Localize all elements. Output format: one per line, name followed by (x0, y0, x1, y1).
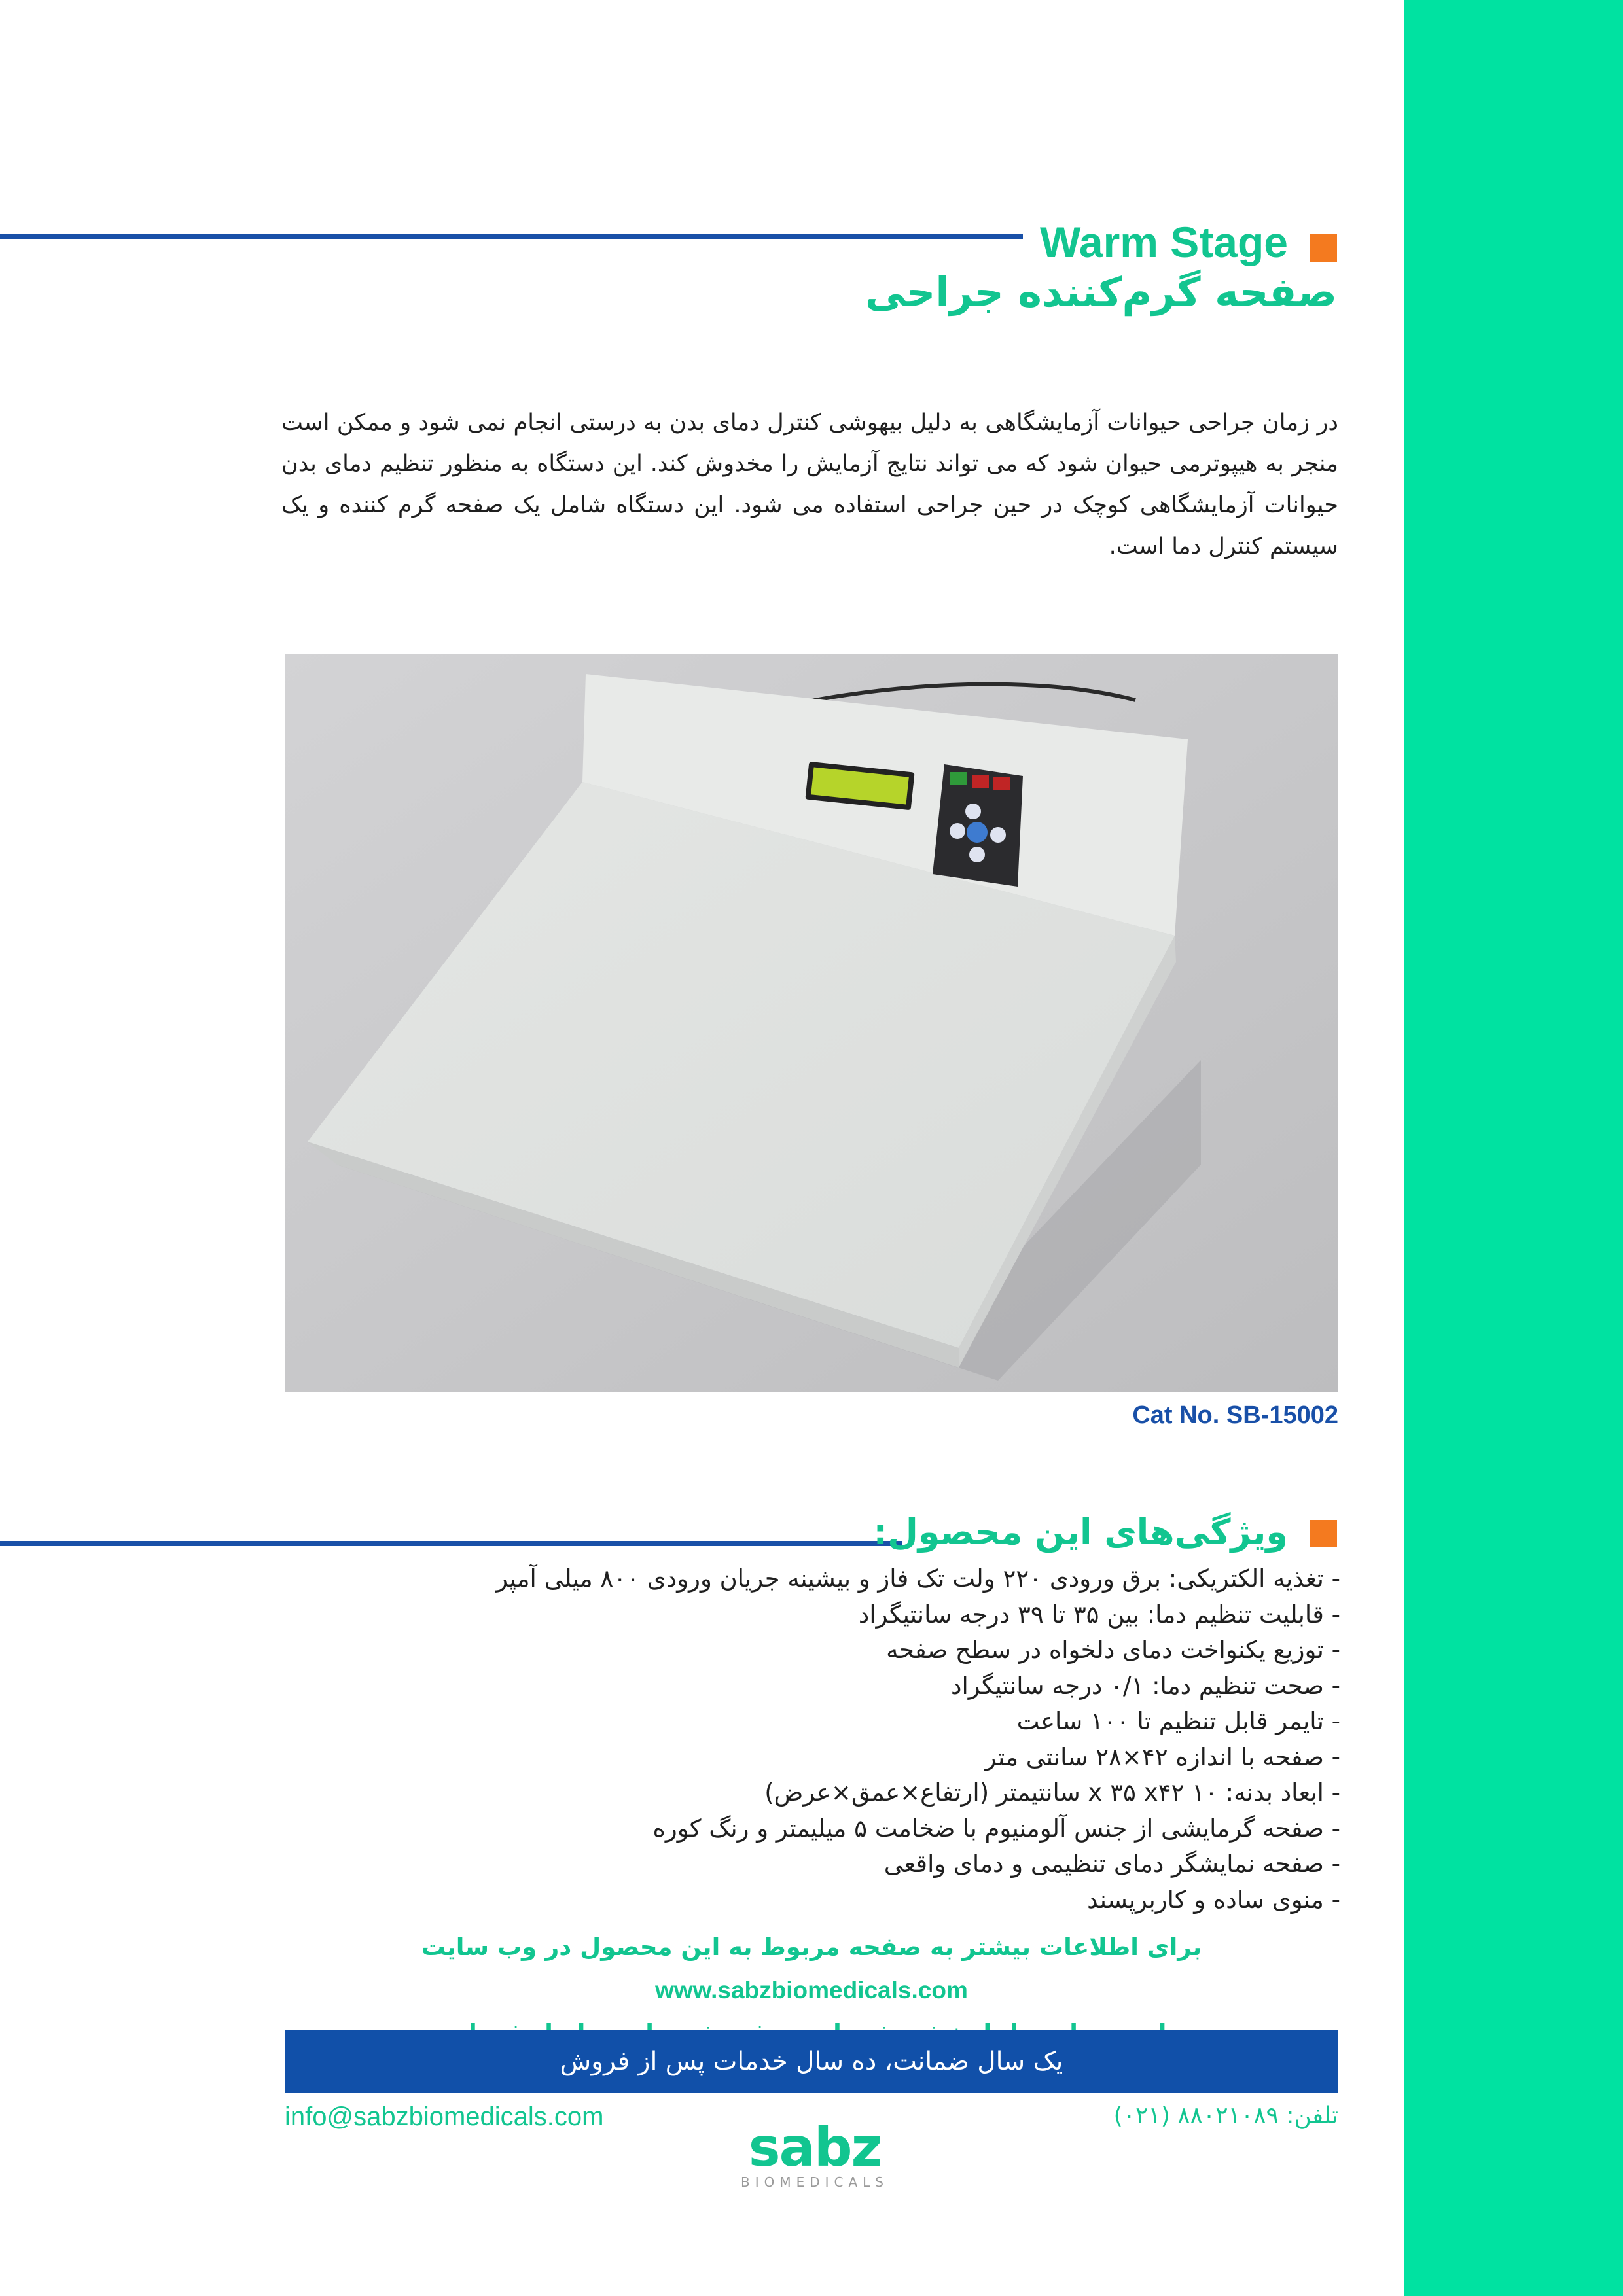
side-color-strip (1404, 0, 1623, 2296)
feature-item: - صفحه نمایشگر دمای تنظیمی و دمای واقعی (883, 1850, 1340, 1878)
feature-item: - ابعاد بدنه: ۱۰ x ۳۵ x۴۲ سانتیمتر (ارتفاع×عمق×عرض) (764, 1778, 1340, 1807)
feature-item: - تغذیه الکتریکی: برق ورودی ۲۲۰ ولت تک فاز و بیشینه جریان ورودی ۸۰۰ میلی آمپر (496, 1564, 1340, 1593)
feature-item: - تایمر قابل تنظیم تا ۱۰۰ ساعت (1016, 1707, 1340, 1735)
logo-subtitle: BIOMEDICALS (740, 2174, 889, 2190)
website-link[interactable]: www.sabzbiomedicals.com (655, 1977, 968, 2004)
feature-item: - صفحه با اندازه ۴۲×۲۸ سانتی متر (984, 1742, 1340, 1771)
intro-paragraph: در زمان جراحی حیوانات آزمایشگاهی به دلیل بیهوشی کنترل دمای بدن به درستی انجام نمی شود و ممکن است منجر به هیپوترمی حیوان شود که می تواند نتایج آزمایش را مخدوش کند. این دستگاه به منظور تنظیم دمای بدن حیوانات آزمایشگاهی کوچک در حین جراحی استفاده می شود. این دستگاه شامل یک صفحه گرم کننده و یک سیستم کنترل دما است. (281, 410, 1338, 559)
sabz-logo (710, 2119, 919, 2192)
warranty-banner (285, 2030, 1338, 2093)
product-photo (285, 654, 1338, 1392)
email-link[interactable]: info@sabzbiomedicals.com (285, 2102, 604, 2131)
feature-item: - صفحه گرمایشی از جنس آلومنیوم با ضخامت ۵ میلیمتر و رنگ کوره (652, 1814, 1340, 1843)
phone-number: تلفن: ۸۸۰۲۱۰۸۹ (۰۲۱) (1113, 2102, 1338, 2129)
feature-item: - منوی ساده و کاربرپسند (1087, 1885, 1340, 1914)
more-info-prefix: برای اطلاعات بیشتر به صفحه مربوط به این محصول در وب سایت (421, 1933, 1202, 1961)
catalog-number: Cat No. SB-15002 (1132, 1402, 1338, 1429)
more-info-line-1 (288, 1926, 1335, 2012)
features-bullet-square (1310, 1520, 1337, 1547)
feature-item: - قابلیت تنظیم دما: بین ۳۵ تا ۳۹ درجه سانتیگراد (858, 1600, 1340, 1629)
header-rule (0, 234, 1023, 239)
logo-wordmark: sabz (748, 2119, 882, 2179)
title-bullet-square (1310, 234, 1337, 262)
features-title: ویژگی‌های این محصول: (873, 1511, 1288, 1553)
title-persian: صفحه گرم‌کننده جراحی (865, 268, 1337, 316)
feature-item: - صحت تنظیم دما: ۰/۱ درجه سانتیگراد (951, 1671, 1340, 1700)
title-english: Warm Stage (1040, 218, 1288, 266)
warranty-text: یک سال ضمانت، ده سال خدمات پس از فروش (560, 2046, 1063, 2076)
features-list (496, 1561, 1340, 1918)
feature-item: - توزیع یکنواخت دمای دلخواه در سطح صفحه (886, 1636, 1340, 1664)
features-rule (0, 1541, 902, 1546)
